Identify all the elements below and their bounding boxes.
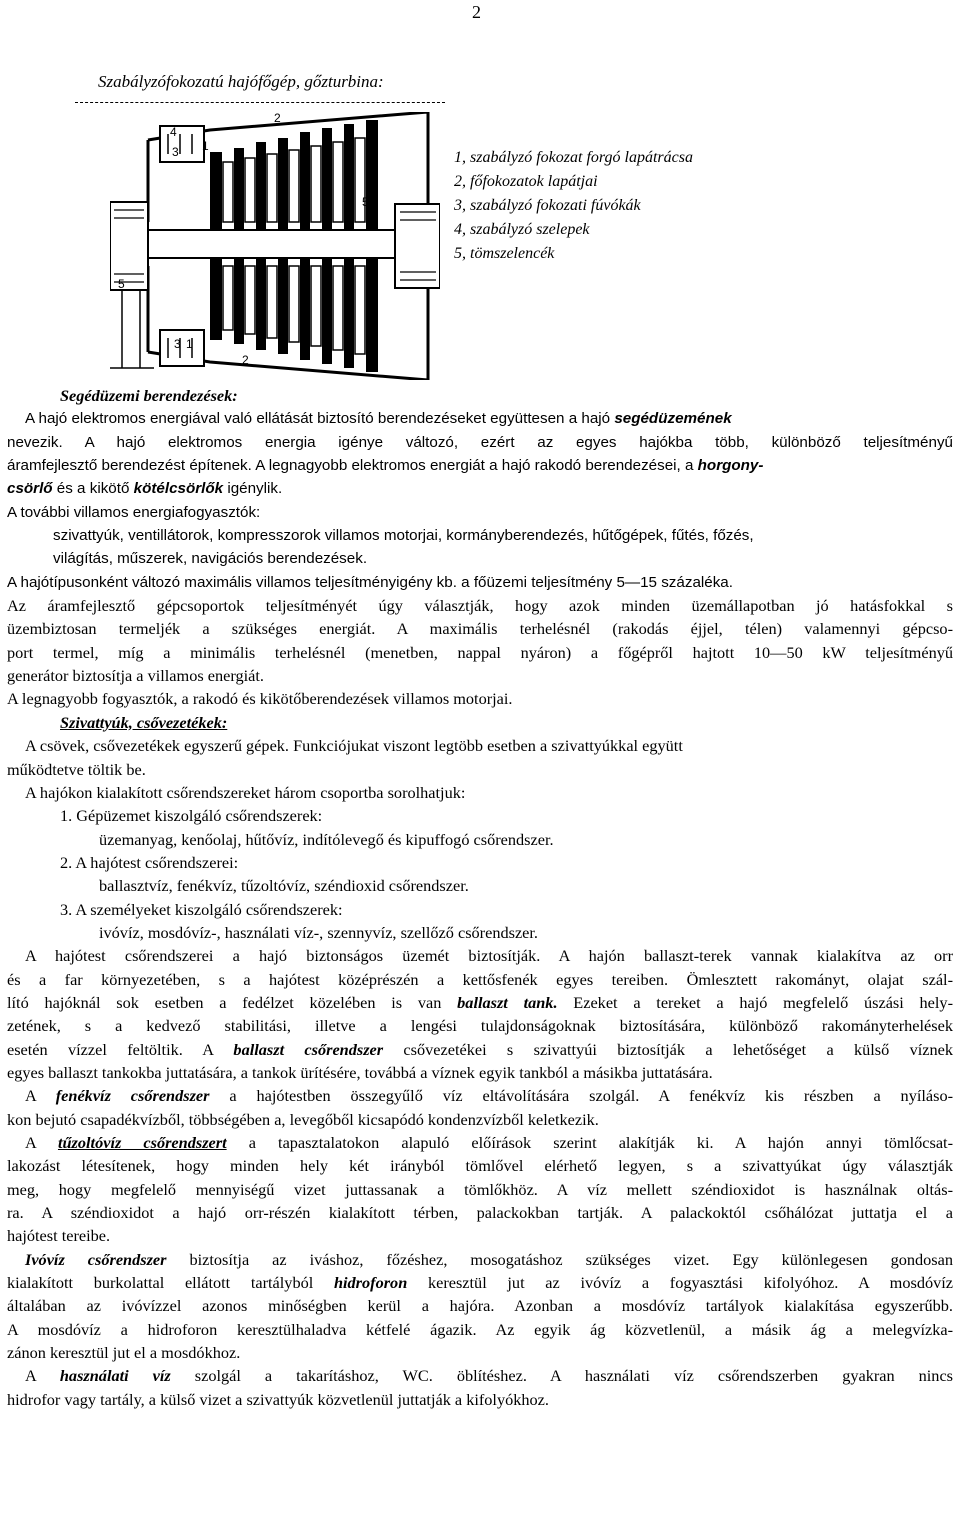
paragraph: hidrofor vagy tartály, a külső vizet a szivattyúk közvetlenül juttatják a kifolyókhoz. (7, 1389, 549, 1409)
paragraph: A mosdóvíz a hidroforon keresztülhaladva kétfelé ágazik. Az egyik ág közvetlenül, a másik ág a melegvízka- (7, 1319, 953, 1339)
steam-turbine-diagram (110, 112, 440, 380)
callout-2-bottom: 2 (242, 353, 249, 367)
paragraph: port termel, míg a minimális terhelésnél (menetben, nappal nyáron) a főgépről hajtott 10—50 kW teljesítményű (7, 642, 953, 662)
callout-5-left: 5 (118, 277, 125, 291)
paragraph: hajótest tereibe. (7, 1226, 111, 1246)
paragraph: A fenékvíz csőrendszer a hajótestben összegyűlő víz eltávolítására szolgál. A fenékvíz kis részben a nyíláso- (25, 1086, 954, 1106)
callout-1: 1 (202, 139, 209, 153)
paragraph: szivattyúk, ventillátorok, kompresszorok villamos motorjai, kormányberendezés, hűtőgépek, fűtés, főzés, (53, 527, 754, 545)
paragraph: A tűzoltóvíz csőrendszert a tapasztalatokon alapuló előírások szerint alakítják ki. A hajón annyi tömlőcsat- (25, 1133, 953, 1152)
paragraph: ra. A széndioxidot a hajó orr-részén kialakított térben, palackokban tartják. A palackoktól csőhálózat juttatja el a (7, 1203, 953, 1223)
paragraph: A hajó elektromos energiával való ellátását biztosító berendezéseket együttesen a hajó segédüzemének (25, 410, 732, 428)
paragraph: zánon keresztül jut el a mosdókhoz. (7, 1343, 241, 1363)
paragraph: A csövek, csővezetékek egyszerű gépek. Funkciójukat viszont legtöbb esetben a szivattyúkkal együtt (25, 736, 683, 756)
paragraph: áramfejlesztő berendezést építenek. A legnagyobb elektromos energiát a hajó rakodó berendezései, a horgony- (7, 457, 764, 475)
paragraph: kon bejutó csapadékvízből, többségében a, levegőből kicsapódó kondenzvízből keletkezik. (7, 1109, 599, 1129)
list-item: 3. A személyeket kiszolgáló csőrendszerek: (60, 899, 343, 919)
callout-3: 3 (172, 145, 179, 159)
list-item-detail: üzemanyag, kenőolaj, hűtővíz, indítólevegő és kipuffogó csőrendszer. (99, 829, 554, 849)
paragraph: Az áramfejlesztő gépcsoportok teljesítményét úgy választják, hogy azok minden üzemállapotban jó hatásfokkal s (7, 596, 953, 616)
paragraph: meg, hogy megfelelő mennyiségű vizet juttassanak a tömlőkhöz. A víz mellett széndioxidot is használnak oltás- (7, 1179, 953, 1199)
callout-2-top: 2 (274, 112, 281, 125)
paragraph: általában az ivóvízzel azonos minőségben kerül a hajóra. Azonban a mosdóvíz tartályok kialakítása egyszerűbb. (7, 1296, 953, 1316)
legend-item: 2, főfokozatok lapátjai (454, 173, 598, 190)
section-heading: Szivattyúk, csővezetékek: (60, 712, 228, 732)
legend-item: 4, szabályzó szelepek (454, 221, 590, 238)
paragraph: lakozást létesítenek, hogy minden hely két irányból tömlővel elérhető legyen, s a szivattyúkat úgy választják (7, 1156, 953, 1176)
paragraph: kialakított burkolattal ellátott tartályból hidroforon keresztül jut az ivóvíz a fogyasztási kifolyóhoz. A mosdóvíz (7, 1273, 953, 1293)
paragraph: A további villamos energiafogyasztók: (7, 503, 261, 521)
page-number: 2 (472, 2, 481, 22)
figure-legend (454, 146, 693, 266)
callout-5-right: 5 (362, 195, 369, 209)
paragraph: A használati víz szolgál a takarításhoz, WC. öblítéshez. A használati víz csőrendszerben gyakran nincs (25, 1366, 954, 1386)
callout-3-bottom: 3 (174, 337, 181, 351)
paragraph: egyes ballaszt tankokba juttatására, a tankok ürítésére, továbbá a víznek egyik tankból a másikba juttatására. (7, 1062, 713, 1082)
divider (75, 102, 445, 103)
paragraph: A hajókon kialakított csőrendszereket három csoportba sorolhatjuk: (25, 782, 466, 802)
list-item: 2. A hajótest csőrendszerei: (60, 852, 239, 872)
list-item-detail: ivóvíz, mosdóvíz-, használati víz-, szennyvíz, szellőző csőrendszer. (99, 922, 538, 942)
paragraph: csörlő és a kikötő kötélcsörlők igénylik. (7, 480, 283, 498)
paragraph: generátor biztosítja a villamos energiát. (7, 666, 264, 686)
paragraph: nevezik. A hajó elektromos energia igénye változó, ezért az egyes hajókba több, különböző teljesítményű (7, 433, 953, 451)
paragraph: esetén vízzel feltöltik. A ballaszt csőrendszer csővezetékei s szivattyúi biztosítják a lehetőséget a külső víznek (7, 1039, 953, 1059)
legend-item: 1, szabályzó fokozat forgó lapátrácsa (454, 149, 693, 166)
callout-1-bottom: 1 (186, 337, 193, 351)
figure-title: Szabályzófokozatú hajófőgép, gőzturbina: (98, 72, 384, 91)
paragraph: és a far környezetében, s a hajótest középrészén a kettősfenék egyes tereiben. Ömlesztett rakományt, olajat szál- (7, 969, 953, 989)
paragraph: Ivóvíz csőrendszer biztosítja az iváshoz, főzéshez, mosogatáshoz szükséges vizet. Egy különlegesen gondosan (25, 1249, 953, 1269)
callout-4: 4 (170, 125, 177, 139)
paragraph: működtetve töltik be. (7, 759, 146, 779)
list-item-detail: ballasztvíz, fenékvíz, tűzoltóvíz, széndioxid csőrendszer. (99, 876, 469, 896)
paragraph: A legnagyobb fogyasztók, a rakodó és kikötőberendezések villamos motorjai. (7, 689, 513, 709)
list-item: 1. Gépüzemet kiszolgáló csőrendszerek: (60, 806, 323, 826)
legend-item: 3, szabályzó fokozati fúvókák (454, 197, 641, 214)
section-heading: Segédüzemi berendezések: (60, 386, 238, 405)
paragraph: lító hajóknál sok esetben a fedélzet közelében is van ballaszt tank. Ezeket a tereket a hajó megfelelő úszási hely- (7, 992, 953, 1012)
paragraph: zetének, s a kedvező stabilitási, illetve a lengési tulajdonságoknak biztosítására, különböző rakományterhelések (7, 1016, 953, 1036)
body-text (7, 384, 953, 1411)
legend-item: 5, tömszelencék (454, 245, 555, 262)
paragraph: üzembiztosan termeljék a szükséges energiát. A maximális terhelésnél (rakodás éjjel, télen) valamennyi gépcso- (7, 619, 953, 639)
paragraph: A hajótípusonként változó maximális villamos teljesítményigény kb. a főüzemi teljesítmény 5—15 százaléka. (7, 573, 733, 591)
paragraph: világítás, műszerek, navigációs berendezések. (53, 550, 368, 568)
paragraph: A hajótest csőrendszerei a hajó biztonságos üzemét biztosítják. A hajón ballaszt-terek vannak kialakítva az orr (25, 946, 953, 966)
